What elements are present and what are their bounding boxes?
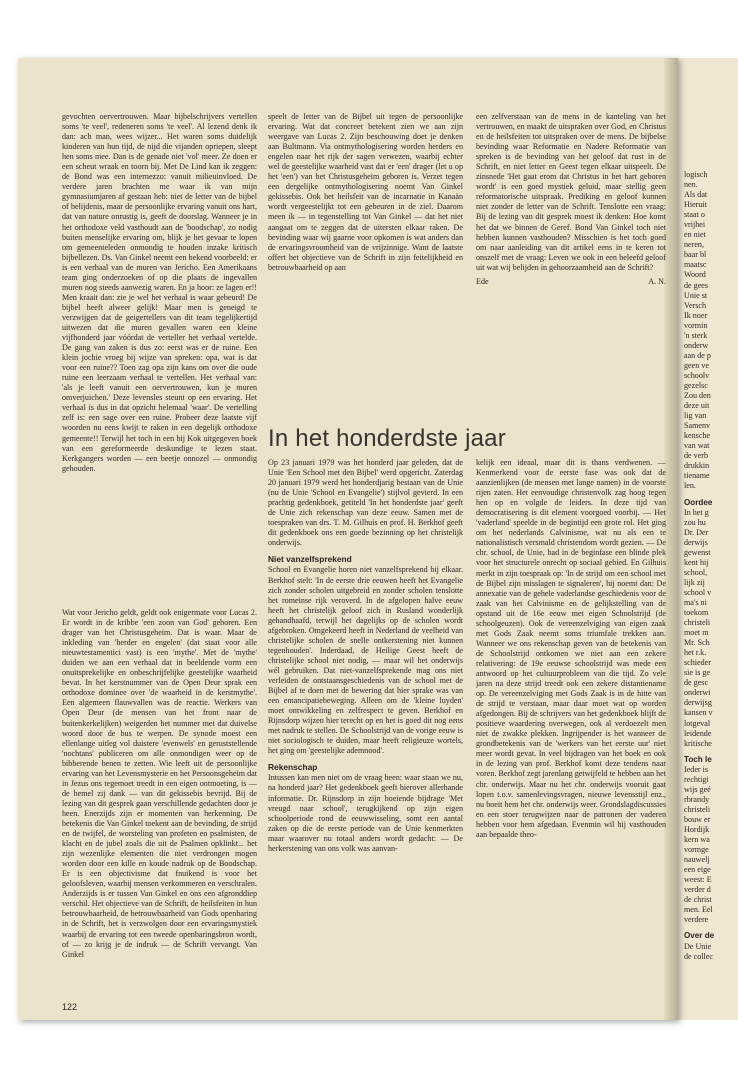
adjacent-page-line: nauwelj	[684, 855, 710, 865]
adjacent-page-line: vormge	[684, 845, 709, 855]
adjacent-page-line: verdere	[684, 915, 709, 925]
adjacent-page-line: vormin	[684, 320, 708, 330]
adjacent-page-line: neren,	[684, 240, 704, 250]
adjacent-page-line: aan de p	[684, 350, 711, 360]
adjacent-page-line: leidende	[684, 728, 712, 738]
adjacent-page-line: Samenv	[684, 421, 711, 431]
adjacent-page-line: men. Eel	[684, 905, 713, 915]
adjacent-page-line: Zou den	[684, 391, 711, 401]
adjacent-page-line: kern wa	[684, 835, 710, 845]
article2-column2	[476, 458, 666, 998]
adjacent-page-line: onderw	[684, 340, 709, 350]
article1-column2-text: speelt de letter van de Bijbel uit tegen de persoonlijke ervaring. Wat dat concreet betekent zien we aan zijn weergave van Lucas 2. Zijn beschouwing doet je denken aan Bultmann. Via ontmythologisering worden herders en engelen naar het rijk der sagen verwezen, waarbij echter wel de geestelijke waarheid vast dat er 'een' drager (let u op het 'een') van het Christusgeheim geboren is. Verzet tegen een dergelijke ontmythologisering noemt Van Ginkel gekissebis. Ook het heilsfeit van de incarnatie in Kanaän wordt vergeestelijkt tot een gebeuren in de ziel. Daarom meen ik — in tegenstelling tot Van Ginkel — dat het niet aangaat om te zeggen dat de uitersten elkaar raken. De bevinding waar wij gaarne voor opkomen is wat anders dan de ervaringsvroomheid van de vrijzinnige. Want de laatste offert het objectieve van de Schrift in zijn feitelijkheid en betrouwbaarheid op aan	[268, 112, 463, 272]
adjacent-page-line: een eige	[684, 865, 711, 875]
adjacent-page-line: staat o	[684, 210, 705, 220]
adjacent-page-line: Ik noer	[684, 310, 708, 320]
adjacent-page-line: lotgeval	[684, 718, 711, 728]
adjacent-page-line: ma's ni	[684, 597, 707, 607]
adjacent-page-line: Dr. Der	[684, 527, 709, 537]
adjacent-page-heading: Oordee	[684, 497, 713, 507]
article2-section2-text: Intussen kan men niet om de vraag heen: waar staan we nu, na honderd jaar? Het gedenkboek geeft hierover allerhande informatie. Dr. Rijnsdorp in zijn boeiende bijdrage 'Met vreugd naar school', terugkijkend op zijn eigen schoolperiode rond de eeuwwisseling, somt een aantal zaken op die de eerste periode van de Unie kenmerkten maar waarover nu totaal anders wordt gedacht: — De herkerstening van ons volk was aanvan-	[268, 773, 463, 853]
adjacent-page	[678, 58, 738, 1020]
adjacent-page-line: rbrandy	[684, 794, 710, 804]
article1-signature	[476, 277, 666, 287]
article2-column1	[268, 458, 463, 998]
adjacent-page-line: zou hu	[684, 517, 706, 527]
article1-column1-text: gevochten oervertrouwen. Maar bijbelschrijvers vertellen soms 'te veel', redeneren soms 'te veel'. Al lezend denk ik dan: ach man, wees wijzer... Het waren soms duidelijk kinderen van hun tijd, de nijd die vijanden opriepen, sleept hen soms mee. Dan is de genade niet 'vol' meer. Ze doen er een scheut wraak en toorn bij. Met De Lind kan ik zeggen: de Bond was een internezzo: vanuit milieuinvloed. De verdere jaren brachten me waar ik van mijn gymnasiumjaren af gestaan heb: niet de letter van de bijbel of belijdenis, maar de persoonlijke ervaring vanuit ons hart, dat van nature onrustig is, geeft de doorslag. Wanneer je in het orthodoxe veld vasthoudt aan de 'boodschap', zo nodig buiten menselijke ervaring om, blijk je het gevaar te lopen om gemeenteleden onmondig te houden inzake kritisch bijbellezen. Ds. Van Ginkel neemt een bekend voorbeeld: er is een verhaal van de muren van Jericho. Een Amerikaans team ging onderzoeken of op die plaats de ingevallen muren nog steeds aanwezig waren. En ja hoor: ze lagen er!! Men kraait dan: zie je wel het verhaal is waar gebeurd! De bijbel heeft alweer gelijk! Maar men is geneigd te verzwijgen dat de geigertellers van dit team tegelijkertijd uitwezen dat die muren gevallen waren een kleine vijfhonderd jaar vóórdat de verteller het verhaal vertelde. De gang van zaken is dus zo: eerst was er de ruine. Een klein jochie vroeg bij wijze van spreken: opa, wat is dat voor een ruine?? Toen zag opa zijn kans om over die oude ruine een leerzaam verhaal te vertellen. Het verhaal van: 'als je leeft vanuit een oervertrouwen, kun je muren omverjuichen.' Deze levensles steunt op een ervaring. Het verhaal is dus in dat opzicht helemaal 'waar'. De vertelling zelf is: een sage over een ruine. Probeer deze laatste vijf woorden nu eens kwijt te raken in een degelijk orthodoxe gemeente!! Terwijl het toch in een bij Kok uitgegeven boek van een gereformeerde deskundige te lezen staat. Kerkgangers worden — een beetje onnozel — onmondig gehouden.	[62, 112, 257, 473]
adjacent-page-line: In het g	[684, 507, 709, 517]
signature-initials: A. N.	[648, 276, 666, 286]
adjacent-page-line: gezelsc	[684, 380, 708, 390]
adjacent-page-line: weest: E	[684, 875, 712, 885]
page-fold-shadow	[664, 58, 678, 1020]
adjacent-page-line: tiename	[684, 471, 710, 481]
adjacent-page-line: vrijhei	[684, 220, 706, 230]
adjacent-page-line: christeli	[684, 618, 711, 628]
adjacent-page-line: Mr. Sch	[684, 638, 710, 648]
adjacent-page-line: schieder	[684, 658, 711, 668]
article2-column2-text: kelijk een ideaal, maar dit is thans verdwenen. — Kenmerkend voor de eerste fase was ook dat de aanzienlijken (de mensen met lange namen) in de voorste rijen zaten. Het eenvoudige christenvolk zag hoog tegen hen op en volgde de leiders. In deze tijd van democratisering is dit element voorgoed voorbij. — Het 'vaderland' speelde in de begintijd een grote rol. Het ging om het nederlands Calvinisme, wat nu als een te nationalistisch versmald christendom wordt gezien. — De chr. school, de Unie, had in de beginfase een blinde plek voor het structurele onrecht op sociaal gebied. En Gilhuis merkt in zijn toespraak op: 'In de strijd om een school met de Bijbel zijn misslagen te signaleren', hij noemt dan: De annexatie van de gehele vaderlandse geschiedenis voor de zaak van het Calvinisme en de gelijkstelling van de opstand uit de 16e eeuw met eigen Schoolstrijd (de schoolgeuzen). Ook de vereenzelviging van eigen zaak met Gods Zaak neemt soms triumfale trekken aan. Wanneer we ons rekenschap geven van de betekenis van de Schoolstrijd ontkomen we niet aan een zekere relativering: de 19e eeuwse schoolstrijd was mede een antwoord op het cultuurprobleem van die tijd. Zo vele jaren na deze strijd treedt ook een zekere distantiename op. De vereenzelviging met Gods Zaak is in de hitte van de strijd te verstaan, maar daar moet wat op worden afgedongen. Bij de schrijvers van het gedenkboek blijft de positieve waardering overwegen, ook al verdoezelt men niet de zwakke plekken. Ingrijpender is het wanneer de grondbetekenis van de 'werkers van het eerste uur' niet meer wordt gevat. In veel bijdragen van het boek en ook in de lezing van prof. Berkhof komt deze tendens naar voren. Berkhof zegt jarenlang getwijfeld te hebben aan het chr. onderwijs. Maar nu het chr. onderwijs vooruit gaat lopen t.o.v. samenlevingsvragen, nieuwe levensstijl enz., nu boeit hem het chr. onderwijs weer. Grondslagdiscussies en een stoer terugwijzen naar de patronen der vaderen hebben voor hem afgedaan. Evenmin wil hij vasthouden aan bepaalde theo-	[476, 458, 666, 839]
adjacent-page-line: de collec	[684, 951, 713, 961]
adjacent-page-line: logisch	[684, 170, 708, 179]
adjacent-page-line: school v	[684, 587, 712, 597]
adjacent-page-line: schoolv	[684, 370, 710, 380]
adjacent-page-text	[684, 170, 738, 962]
signature-place: Ede	[476, 276, 489, 286]
adjacent-page-line: Hordijk	[684, 825, 710, 834]
adjacent-page-line: gewenst	[684, 547, 711, 557]
adjacent-page-line: sie is ge	[684, 668, 711, 678]
adjacent-page-line: wijs geé	[684, 784, 711, 794]
adjacent-page-line: derwijsg	[684, 698, 712, 708]
adjacent-page-line: maatsc	[684, 260, 707, 270]
adjacent-page-line: geen ve	[684, 360, 709, 370]
adjacent-page-line: bouw er	[684, 814, 711, 824]
adjacent-page-line: kent hij	[684, 557, 709, 567]
adjacent-page-heading: Over de	[684, 931, 715, 941]
adjacent-page-line: Unie st	[684, 290, 708, 300]
adjacent-page-line: school,	[684, 567, 708, 577]
adjacent-page-line: lijk zij	[684, 577, 705, 587]
adjacent-page-line: en niet	[684, 230, 706, 240]
adjacent-page-heading: Toch le	[684, 754, 712, 764]
article1-column3-text: een zelfverstaan van de mens in de kanteling van het vertrouwen, en maakt de uitspraken over God, en Christus en de heilsfeiten tot uitspraken over de mens. De bijbelse bevinding waar Reformatie en Nadere Reformatie van spreken is de bevinding van het geloof dat rust in de Schrift, en niet letter en Geest tegen elkaar uitspeelt. De zinsnede 'Het gaat erom dat Christus in het hart geboren wordt' is een goed mystiek geluid, maar stellig geen reformatorische uitspraak. Prediking en geloof kunnen niet zonder de letter van de Schrift. Tenslotte een vraag: Bij de lezing van dit gesprek moest ik denken: Hoe komt het dat we binnen de Geref. Bond Van Ginkel toch niet hebben kunnen vasthouden? Misschien is het toch goed om naar aanleiding van dit artikel eens in te keren tot onszelf met de vraag: Leven we ook in een beleefd geloof uit wat wij belijden in gehoorzaamheid aan de Schrift?	[476, 112, 666, 272]
adjacent-page-line: de christ	[684, 895, 712, 905]
adjacent-page-line: drukkin	[684, 461, 710, 471]
adjacent-page-line: Versch	[684, 300, 707, 310]
adjacent-page-line: 'n sterk	[684, 330, 708, 340]
adjacent-page-line: deze uit	[684, 401, 710, 411]
adjacent-page-line: Als dat	[684, 190, 708, 200]
adjacent-page-line: de gees	[684, 280, 709, 290]
adjacent-page-line: Hieruit	[684, 200, 707, 210]
adjacent-page-line: kansen v	[684, 708, 713, 718]
adjacent-page-line: Woord	[684, 270, 706, 280]
adjacent-page-line: baar bl	[684, 250, 707, 260]
adjacent-page-line: De Unie	[684, 941, 712, 951]
article1-column1-continued	[62, 608, 257, 1003]
article2-intro: Op 23 januari 1979 was het honderd jaar geleden, dat de Unie 'Een School met den Bijbel' werd opgericht. Zaterdag 20 januari 1979 werd het honderdjarig bestaan van de Unie (nu de Unie 'School en Evangelie') stijlvol gevierd. In een prachtig gedenkboek, getiteld 'In het honderdste jaar' geeft de Unie zich rekenschap van deze eeuw. Samen met de toespraken van drs. T. M. Gilhuis en prof. H. Berkhof geeft dit gedenkboek ons een goede bezinning op het christelijk onderwijs.	[268, 458, 463, 548]
article1-column2	[268, 112, 463, 330]
adjacent-page-line: derwijs	[684, 537, 708, 547]
adjacent-page-line: van wat	[684, 441, 710, 451]
article2-section1-text: School en Evangelie horen niet vanzelfsprekend bij elkaar. Berkhof stelt: 'In de eerste drie eeuwen heeft het Evangelie zich zonder scholen uitgebreid en zonder scholen tenslotte het romeinse rijk veroverd. In de afgelopen halve eeuw heeft het christelijk geloof zich in Rusland wonderlijk gehandhaafd, terwijl het dagelijks op de scholen wordt afgebroken. Omgekeerd heeft in Nederland de veelheid van christelijke scholen de snelle ontkerstening niet kunnen tegenhouden'. Inderdaad, de Heilige Geest heeft de christelijke school niet nodig, — maar wil het onderwijs wél gebruiken. Dat niet-vanzelfsprekende mag ons niet verleiden de ontstaansgeschiedenis van de school met de Bijbel af te doen met de bewering dat hier sprake was van een emancipatiebeweging. Alleen om de 'kleine luyden' moet ontwikkeling en zelfrespect te geven. Berkhof en Rijnsdorp wijzen hier terecht op en het is goed dit nog eens met nadruk te stellen. De Schoolstrijd van de vorige eeuw is niet sociologisch te duiden, maar heeft religieuze wortels, het ging om 'geestelijke ademnood'.	[268, 565, 463, 756]
article1-column1	[62, 112, 257, 602]
adjacent-page-line: Ieder is	[684, 764, 709, 774]
article2-title: In het honderdste jaar	[268, 425, 506, 452]
article1-column1b-text: Wat voor Jericho geldt, geldt ook enigermate voor Lucas 2. Er wordt in de kribbe 'een zoon van God' geboren. Een drager van het Christusgeheim. Dat is waar. Maar de inkleding van 'herder en engelen' (dat staat voor alle nieuwtestamentici vast) is een 'mythe'. Met de 'mythe' duiden we aan een verhaal dat in beeldende vorm een onuitsprekelijke en onbeschrijfelijke geestelijke waarheid bevat. In het kerstnummer van de Open Deur sprak een orthodoxe dominee over 'de waarheid in de kerstmythe'. Een algemeen flauwvallen was de reactie. Werkers van Open Deur (de mensen van het front naar de buitenkerkelijken) weigerden het nummer met dat duivelse woord door de bus te werpen. De synode moest een ellenlange uitleg vol duistere 'evenwels' en geruststellende 'nochtans' publiceren om alle onmondigen weer op de bibberende benen te zetten. Wie leeft uit de persoonlijke ervaring van het Levensmysterie en het Persoonsgeheim dat in Jezus ons tegemoet treedt in een eigen ontmoeting, is — de hemel zij dank — van dit gekissebis bevrijd. Bij de lezing van dit gesprek gaan verschillende gedachten door je heen. Enerzijds zijn er momenten van herkenning. De betekenis die Van Ginkel toekent aan de bevinding, de strijd en de twijfel, de worsteling van profeten en psalmisten, de klacht en de jubel zoals die uit de Psalmen opklinkt... het zijn wezenlijke elementen die niet verdrongen mogen worden door een kille en koude nadruk op de Boodschap. Er is een objectivisme dat fnuikend is voor het geloofsleven, waarbij mensen verkommeren en verschralen. Anderzijds is er tussen Van Ginkel en ons een afgronddiep verschil. Het objectieve van de Schrift, de heilsfeiten in hun betrouwbaarheid, de betrouwbaarheid van Gods openbaring in de Schrift, het is verzwolgen door een ervaringsmystiek waarbij de ervaring tot een tweede openbaringsbron wordt, of — zo krijg je de indruk — de Schrift vervangt. Van Ginkel	[62, 608, 257, 959]
article1-column3	[476, 112, 666, 330]
adjacent-page-line: len.	[684, 481, 696, 491]
adjacent-page-line: toekom	[684, 608, 709, 618]
adjacent-page-line: kensche	[684, 431, 711, 441]
adjacent-page-line: nen.	[684, 180, 698, 190]
adjacent-page-line: kritische	[684, 738, 712, 748]
adjacent-page-line: de gesc	[684, 678, 709, 688]
adjacent-page-line: het r.k.	[684, 648, 707, 658]
page-number: 122	[62, 1002, 78, 1012]
subheading-niet-vanzelfsprekend: Niet vanzelfsprekend	[268, 554, 352, 565]
adjacent-page-line: verder d	[684, 885, 711, 895]
adjacent-page-line: onderwi	[684, 688, 711, 698]
adjacent-page-line: moet m	[684, 628, 709, 638]
adjacent-page-line: christeli	[684, 804, 711, 814]
adjacent-page-line: de verb	[684, 451, 709, 461]
subheading-rekenschap: Rekenschap	[268, 762, 318, 773]
adjacent-page-line: lig van	[684, 411, 707, 421]
adjacent-page-line: rechtigi	[684, 774, 709, 784]
